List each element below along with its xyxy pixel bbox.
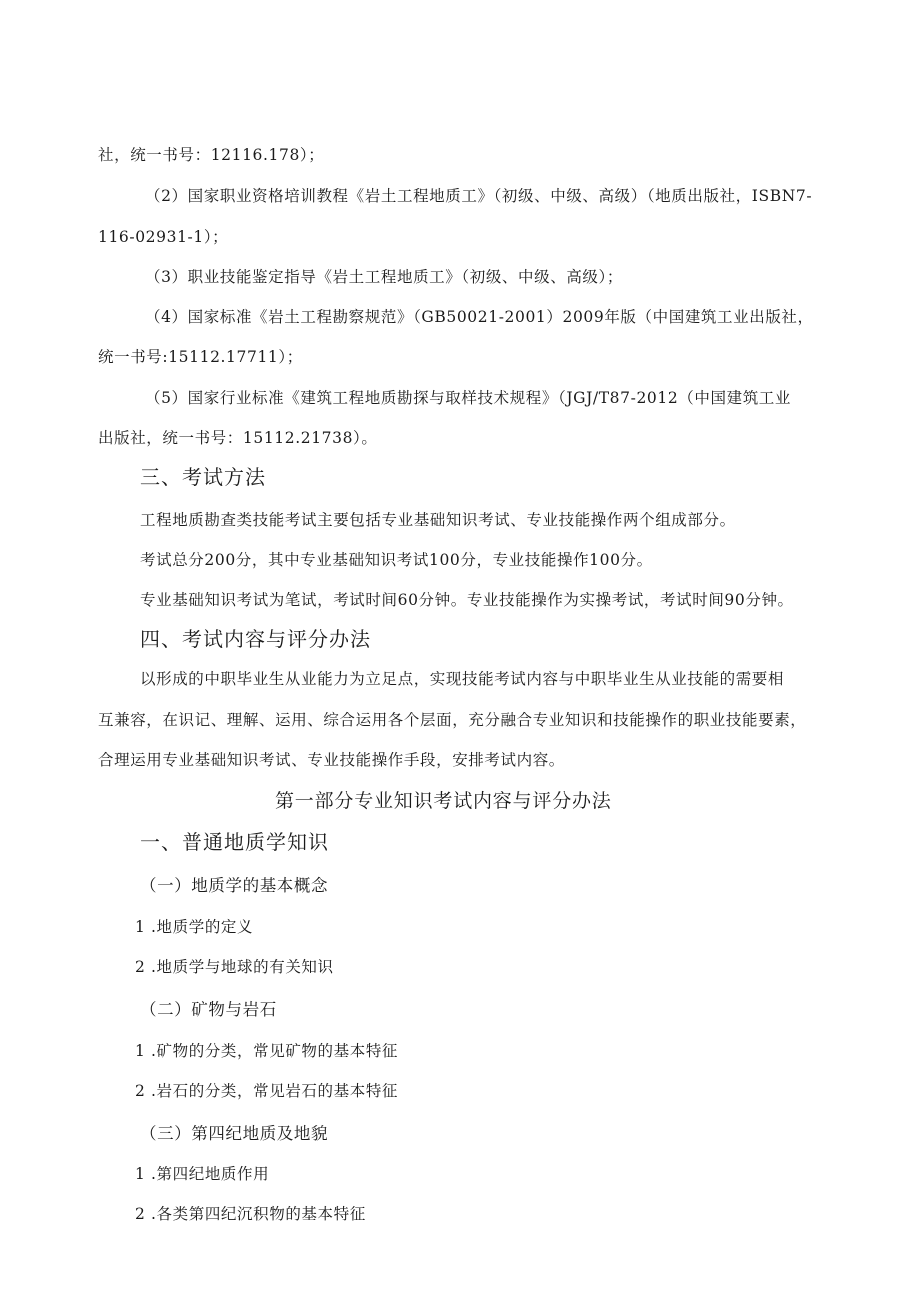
subsection-1-item-2: 2 .地质学与地球的有关知识 <box>135 958 334 976</box>
reference-item-5-line-1: （5）国家行业标准《建筑工程地质勘探与取样技术规程》（JGJ/T87-2012（中国建筑工业 <box>145 389 791 407</box>
reference-item-4-line-1: （4）国家标准《岩土工程勘察规范》（GB50021-2001）2009年版（中国建筑工业出版社， <box>145 308 814 326</box>
subsection-3-item-1: 1 .第四纪地质作用 <box>135 1165 270 1183</box>
section-4-paragraph-line-1: 以形成的中职毕业生从业能力为立足点，实现技能考试内容与中职毕业生从业技能的需要相 <box>140 670 785 688</box>
part-1-title: 第一部分专业知识考试内容与评分办法 <box>275 790 612 812</box>
section-4-paragraph-line-2: 互兼容，在识记、理解、运用、综合运用各个层面，充分融合专业知识和技能操作的职业技能要素， <box>98 711 807 729</box>
subsection-3-heading: （三）第四纪地质及地貌 <box>140 1124 329 1143</box>
subsection-2-item-2: 2 .岩石的分类，常见岩石的基本特征 <box>135 1082 399 1100</box>
section-3-paragraph-3: 专业基础知识考试为笔试，考试时间60分钟。专业技能操作为实操考试，考试时间90分钟。 <box>140 591 794 609</box>
section-3-paragraph-2: 考试总分200分，其中专业基础知识考试100分，专业技能操作100分。 <box>140 551 653 569</box>
chapter-1-heading: 一、普通地质学知识 <box>140 830 329 854</box>
reference-item-3: （3）职业技能鉴定指导《岩土工程地质工》（初级、中级、高级）； <box>145 268 623 286</box>
subsection-2-heading: （二）矿物与岩石 <box>140 1000 277 1019</box>
subsection-1-heading: （一）地质学的基本概念 <box>140 876 329 895</box>
subsection-1-item-1: 1 .地质学的定义 <box>135 918 254 936</box>
subsection-3-item-2: 2 .各类第四纪沉积物的基本特征 <box>135 1205 366 1223</box>
section-3-paragraph-1: 工程地质勘查类技能考试主要包括专业基础知识考试、专业技能操作两个组成部分。 <box>140 511 736 529</box>
section-4-paragraph-line-3: 合理运用专业基础知识考试、专业技能操作手段，安排考试内容。 <box>98 751 565 769</box>
reference-item-2-line-1: （2）国家职业资格培训教程《岩土工程地质工》（初级、中级、高级）（地质出版社，ISBN7- <box>145 187 813 205</box>
reference-item-1-tail: 社，统一书号：12116.178）； <box>98 146 325 164</box>
subsection-2-item-1: 1 .矿物的分类，常见矿物的基本特征 <box>135 1042 399 1060</box>
reference-item-5-line-2: 出版社，统一书号：15112.21738）。 <box>98 429 378 447</box>
section-4-heading: 四、考试内容与评分办法 <box>140 627 371 651</box>
reference-item-2-line-2: 116-02931-1）； <box>98 228 229 246</box>
section-3-heading: 三、考试方法 <box>140 465 266 489</box>
reference-item-4-line-2: 统一书号:15112.17711）； <box>98 348 303 366</box>
